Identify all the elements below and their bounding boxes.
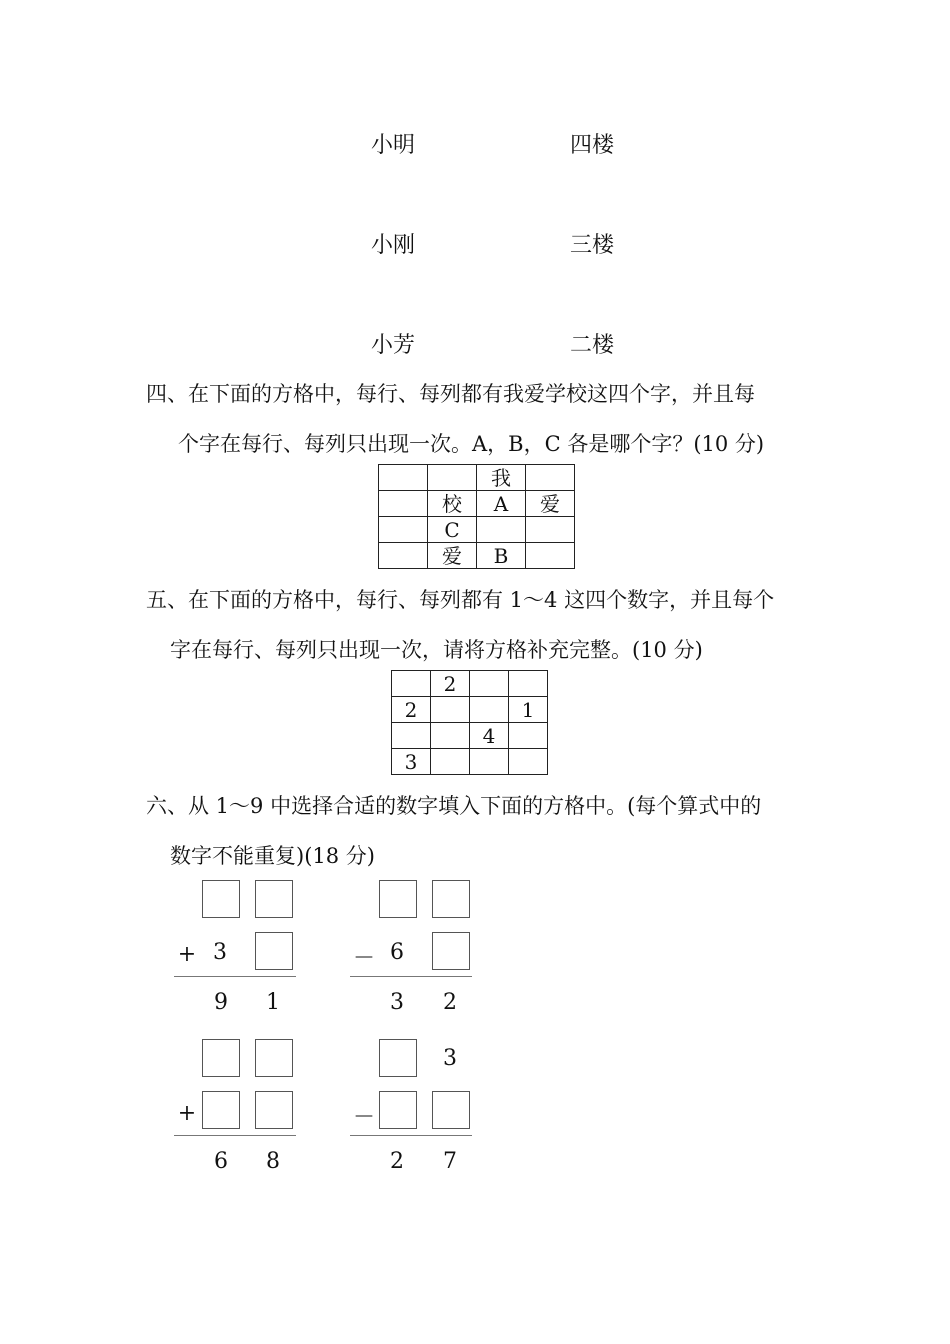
difference-line — [350, 1135, 472, 1136]
answer-box[interactable] — [379, 1091, 417, 1129]
q5-cell[interactable] — [470, 697, 509, 723]
q5-cell: 4 — [470, 723, 509, 749]
floor-two: 二楼 — [570, 333, 615, 358]
q5-grid — [391, 670, 548, 775]
q4-cell[interactable] — [428, 465, 477, 491]
minus-sign: － — [353, 946, 376, 971]
answer-box[interactable] — [255, 880, 293, 918]
sum-line — [174, 1135, 296, 1136]
floor-four: 四楼 — [570, 133, 615, 158]
q4-cell: C — [428, 517, 477, 543]
q5-cell[interactable] — [392, 671, 431, 697]
answer-box[interactable] — [432, 1091, 470, 1129]
result-digit: 1 — [266, 990, 280, 1015]
q4-cell: 爱 — [428, 543, 477, 569]
plus-sign: + — [177, 1101, 197, 1126]
floor-three: 三楼 — [570, 233, 615, 258]
q4-cell[interactable] — [526, 543, 575, 569]
q4-text-line2: 个字在每行、每列只出现一次。A，B，C 各是哪个字？(10 分) — [178, 432, 765, 456]
q4-cell: 我 — [477, 465, 526, 491]
q4-cell: 校 — [428, 491, 477, 517]
q5-cell[interactable] — [431, 749, 470, 775]
result-digit: 6 — [214, 1149, 228, 1174]
answer-box[interactable] — [255, 1091, 293, 1129]
q4-grid — [378, 464, 575, 569]
q5-cell[interactable] — [470, 671, 509, 697]
difference-line — [350, 976, 472, 977]
plus-sign: + — [177, 942, 197, 967]
q5-cell: 1 — [509, 697, 548, 723]
name-xiaoming: 小明 — [371, 133, 416, 158]
q5-cell[interactable] — [470, 749, 509, 775]
q5-cell: 2 — [392, 697, 431, 723]
name-xiaofang: 小芳 — [371, 333, 416, 358]
minus-sign: － — [353, 1105, 376, 1130]
given-digit: 6 — [390, 940, 404, 965]
q4-cell[interactable] — [526, 465, 575, 491]
answer-box[interactable] — [202, 1039, 240, 1077]
result-digit: 9 — [214, 990, 228, 1015]
answer-box[interactable] — [202, 880, 240, 918]
q5-cell[interactable] — [392, 723, 431, 749]
q4-cell[interactable] — [526, 517, 575, 543]
q5-cell[interactable] — [509, 671, 548, 697]
q5-cell[interactable] — [431, 723, 470, 749]
q4-cell[interactable] — [379, 491, 428, 517]
result-digit: 3 — [390, 990, 404, 1015]
given-digit: 3 — [213, 940, 227, 965]
answer-box[interactable] — [255, 1039, 293, 1077]
q4-cell[interactable] — [477, 517, 526, 543]
answer-box[interactable] — [432, 932, 470, 970]
q5-cell[interactable] — [509, 723, 548, 749]
sum-line — [174, 976, 296, 977]
q4-cell[interactable] — [379, 517, 428, 543]
answer-box[interactable] — [202, 1091, 240, 1129]
result-digit: 7 — [443, 1149, 457, 1174]
q5-cell[interactable] — [431, 697, 470, 723]
q6-text-line2: 数字不能重复)(18 分) — [170, 844, 375, 868]
q5-cell: 2 — [431, 671, 470, 697]
result-digit: 8 — [266, 1149, 280, 1174]
q5-text-line2: 字在每行、每列只出现一次，请将方格补充完整。(10 分) — [170, 638, 703, 662]
q4-cell: 爱 — [526, 491, 575, 517]
q4-cell: A — [477, 491, 526, 517]
q4-cell[interactable] — [379, 543, 428, 569]
name-xiaogang: 小刚 — [371, 233, 416, 258]
answer-box[interactable] — [255, 932, 293, 970]
q4-text-line1: 四、在下面的方格中，每行、每列都有我爱学校这四个字，并且每 — [146, 382, 755, 406]
q4-cell[interactable] — [379, 465, 428, 491]
answer-box[interactable] — [379, 880, 417, 918]
q6-text-line1: 六、从 1～9 中选择合适的数字填入下面的方格中。(每个算式中的 — [146, 794, 762, 818]
result-digit: 2 — [443, 990, 457, 1015]
given-digit: 3 — [443, 1046, 457, 1071]
q5-text-line1: 五、在下面的方格中，每行、每列都有 1～4 这四个数字，并且每个 — [146, 588, 775, 612]
answer-box[interactable] — [379, 1039, 417, 1077]
result-digit: 2 — [390, 1149, 404, 1174]
q4-cell: B — [477, 543, 526, 569]
q5-cell[interactable] — [509, 749, 548, 775]
answer-box[interactable] — [432, 880, 470, 918]
q5-cell: 3 — [392, 749, 431, 775]
